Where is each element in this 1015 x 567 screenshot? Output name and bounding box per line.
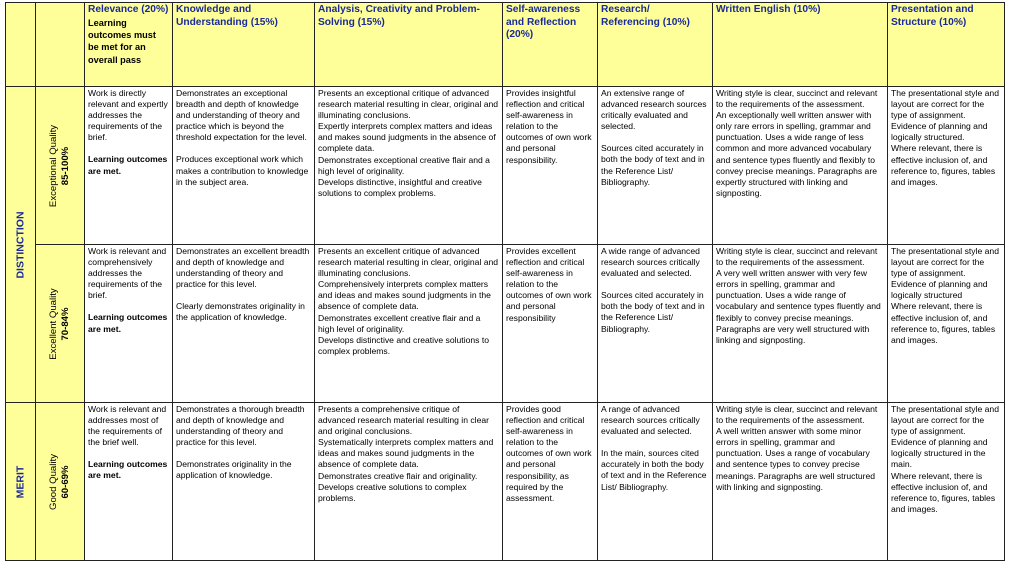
presentation-cell xyxy=(888,245,1005,403)
knowledge-cell xyxy=(173,245,315,403)
analysis-text: Comprehensively interprets complex matters and ideas and makes sound judgments in the absence of complete data. xyxy=(318,279,491,312)
presentation-text: Where relevant, there is effective inclusion of, and reference to, figures, tables and images. xyxy=(891,301,996,345)
knowledge-text: Demonstrates an exceptional breadth and depth of knowledge and understanding of theory and practice which is beyond the threshold expectation for the level. xyxy=(176,88,307,143)
knowledge-cell xyxy=(173,403,315,561)
analysis-cell xyxy=(315,87,503,245)
self-awareness-text: Provides insightful reflection and critical self-awareness in relation to the outcomes of own work and personal responsibility. xyxy=(506,88,592,165)
analysis-text: Systematically interprets complex matters and ideas and makes sound judgments in the absence of complete data. xyxy=(318,437,494,470)
knowledge-text: Produces exceptional work which makes a contribution to knowledge in the subject area. xyxy=(176,154,309,187)
relevance-cell xyxy=(85,245,173,403)
band-distinction xyxy=(6,87,36,403)
research-text: In the main, sources cited accurately in both the body of text and in the Reference List/ Bibliography. xyxy=(601,448,707,492)
level-label: Exceptional Quality xyxy=(48,124,59,207)
corner-cell xyxy=(36,3,85,87)
relevance-cell xyxy=(85,403,173,561)
english-text: A well written answer with some minor errors in spelling, grammar and punctuation. Uses a range of vocabulary and sentence types to convey precise meanings. Paragraphs are well structured with linking and signposting. xyxy=(716,426,876,492)
research-text: A range of advanced research sources critically evaluated and selected. xyxy=(601,404,700,437)
level-cell xyxy=(36,87,85,245)
header-written-english: Written English (10%) xyxy=(713,3,888,87)
analysis-text: Develops distinctive, insightful and creative solutions to complex problems. xyxy=(318,176,482,198)
self-awareness-cell xyxy=(503,245,598,403)
english-text: Writing style is clear, succinct and relevant to the requirements of the assessment. xyxy=(716,88,878,110)
marking-rubric-table xyxy=(5,2,1005,561)
header-analysis: Analysis, Creativity and Problem-Solving (15%) xyxy=(315,3,503,87)
presentation-text: The presentational style and layout are correct for the type of assignment. xyxy=(891,88,999,121)
english-cell xyxy=(713,87,888,245)
presentation-text: Evidence of planning and logically structured. xyxy=(891,121,988,143)
analysis-text: Develops distinctive and creative solutions to complex problems. xyxy=(318,334,490,356)
analysis-text: Presents an exceptional critique of advanced research material resulting in clear, original and illuminating conclusions. xyxy=(318,88,499,121)
band-label: MERIT xyxy=(13,465,26,498)
presentation-text: Where relevant, there is effective inclusion of, and reference to, figures, tables and images. xyxy=(891,470,996,514)
knowledge-text: Demonstrates a thorough breadth and depth of knowledge and understanding of theory and practice for this level. xyxy=(176,404,305,448)
corner-cell xyxy=(6,3,36,87)
english-text: Writing style is clear, succinct and relevant to the requirements of the assessment. xyxy=(716,404,878,426)
band-merit xyxy=(6,403,36,561)
self-awareness-cell xyxy=(503,87,598,245)
analysis-text: Presents a comprehensive critique of advanced research material resulting in clear and original conclusions. xyxy=(318,404,490,437)
presentation-text: Evidence of planning and logically structured xyxy=(891,279,988,301)
english-text: A very well written answer with very few errors in spelling, grammar and punctuation. Uses a wide range of vocabulary and sentence types fluently and flexibly to convey precise meanings. Paragraphs are very well structured with linking and signposting. xyxy=(716,268,881,345)
level-range: 85-100% xyxy=(60,146,71,185)
header-self-awareness: Self-awareness and Reflection (20%) xyxy=(503,3,598,87)
presentation-text: Evidence of planning and logically structured in the main. xyxy=(891,437,988,470)
header-row xyxy=(6,3,1005,87)
header-presentation: Presentation and Structure (10%) xyxy=(888,3,1005,87)
knowledge-text: Demonstrates originality in the application of knowledge. xyxy=(176,459,292,481)
english-text: Writing style is clear, succinct and relevant to the requirements of the assessment. xyxy=(716,246,878,268)
band-label: DISTINCTION xyxy=(13,210,26,279)
table-row xyxy=(6,245,1005,403)
outcomes-met: Learning outcomes are met. xyxy=(88,154,168,176)
analysis-text: Presents an excellent critique of advanced research material resulting in clear, original and illuminating conclusions. xyxy=(318,246,499,279)
knowledge-cell xyxy=(173,87,315,245)
outcomes-met: Learning outcomes are met. xyxy=(88,312,168,334)
research-text: A wide range of advanced research sources critically evaluated and selected. xyxy=(601,246,700,279)
level-range: 60-69% xyxy=(60,464,71,499)
level-label: Good Quality xyxy=(48,453,59,510)
relevance-text: Work is relevant and addresses most of the requirements of the brief well. xyxy=(88,404,167,448)
research-text: An extensive range of advanced research sources critically evaluated and selected. xyxy=(601,88,707,132)
header-knowledge: Knowledge and Understanding (15%) xyxy=(173,3,315,87)
english-text: An exceptionally well written answer with only rare errors in spelling, grammar and punctuation. Uses a wide range of less common and more advanced vocabulary and sentence types fluently and flexibly to convey precise meanings. Paragraphs are expertly structured with linking and signposting. xyxy=(716,110,877,198)
knowledge-text: Clearly demonstrates originality in the application of knowledge. xyxy=(176,301,305,323)
presentation-text: Where relevant, there is effective inclusion of, and reference to, figures, tables and images. xyxy=(891,143,996,187)
level-range: 70-84% xyxy=(60,306,71,341)
analysis-cell xyxy=(315,403,503,561)
english-cell xyxy=(713,245,888,403)
level-label: Excellent Quality xyxy=(48,287,59,360)
presentation-cell xyxy=(888,403,1005,561)
table-row xyxy=(6,403,1005,561)
research-cell xyxy=(598,403,713,561)
research-cell xyxy=(598,245,713,403)
self-awareness-text: Provides good reflection and critical self-awareness in relation to the outcomes of own work and personal responsibility, as required by the assessment. xyxy=(506,404,592,503)
relevance-text: Work is relevant and comprehensively addresses the requirements of the brief. xyxy=(88,246,167,301)
research-text: Sources cited accurately in both the body of text and in the Reference List/ Bibliography. xyxy=(601,290,705,334)
header-relevance xyxy=(85,3,173,87)
level-cell xyxy=(36,245,85,403)
analysis-text: Demonstrates creative flair and originality. xyxy=(318,470,478,481)
relevance-cell xyxy=(85,87,173,245)
english-cell xyxy=(713,403,888,561)
self-awareness-text: Provides excellent reflection and critical self-awareness in relation to the outcomes of own work and personal responsibility xyxy=(506,246,592,323)
header-relevance-title: Relevance (20%) xyxy=(88,4,169,15)
relevance-text: Work is directly relevant and expertly addresses the requirements of the brief. xyxy=(88,88,168,143)
analysis-cell xyxy=(315,245,503,403)
analysis-text: Demonstrates exceptional creative flair and a high level of originality. xyxy=(318,154,490,176)
table-row xyxy=(6,87,1005,245)
analysis-text: Expertly interprets complex matters and ideas and makes sound judgments in the absence of complete data. xyxy=(318,121,496,154)
header-relevance-note: Learning outcomes must be met for an overall pass xyxy=(88,17,156,65)
knowledge-text: Demonstrates an excellent breadth and depth of knowledge and understanding of theory and practice for this level. xyxy=(176,246,310,290)
research-cell xyxy=(598,87,713,245)
research-text: Sources cited accurately in both the body of text and in the Reference List/ Bibliography. xyxy=(601,143,705,187)
analysis-text: Develops creative solutions to complex problems. xyxy=(318,481,467,503)
presentation-cell xyxy=(888,87,1005,245)
outcomes-met: Learning outcomes are met. xyxy=(88,459,168,481)
presentation-text: The presentational style and layout are correct for the type of assignment. xyxy=(891,404,999,437)
level-cell xyxy=(36,403,85,561)
self-awareness-cell xyxy=(503,403,598,561)
header-research: Research/ Referencing (10%) xyxy=(598,3,713,87)
analysis-text: Demonstrates excellent creative flair and a high level of originality. xyxy=(318,312,481,334)
presentation-text: The presentational style and layout are correct for the type of assignment. xyxy=(891,246,999,279)
